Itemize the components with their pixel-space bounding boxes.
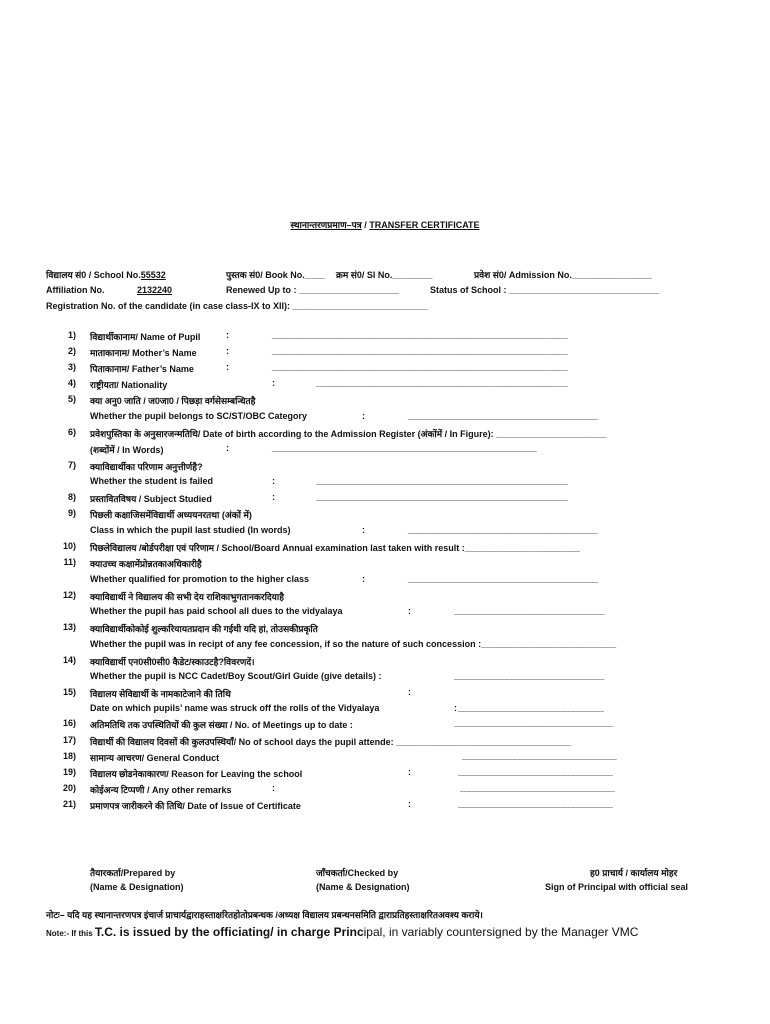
item-blank: _________________________________ — [458, 703, 604, 713]
title-separator: / — [361, 220, 370, 230]
item-number: 15) — [62, 687, 76, 697]
item-label: प्रवेशपुस्तिका के अनुसारजन्मतिथि/ Date of birth according to the Admission Register (अंकोंमें / In Figure): ______________________ — [90, 429, 607, 439]
school-no-value: 55532 — [140, 270, 166, 280]
item-colon: : — [454, 703, 457, 713]
status-of-school-field: Status of School : ______________________________ — [430, 285, 660, 295]
renewed-up-to-field: Renewed Up to : ____________________ — [226, 285, 400, 295]
item-colon: : — [226, 362, 229, 372]
item-number: 4) — [67, 378, 76, 388]
registration-no-field: Registration No. of the candidate (in case class-IX to XII): ___________________________ — [46, 301, 428, 311]
item-blank: __________________________________ — [454, 671, 604, 681]
item-number: 1) — [67, 330, 76, 340]
item-number: 10) — [62, 541, 76, 551]
item-label: प्रमाणपत्र जारीकरने की तिथि/ Date of Issue of Certificate — [90, 801, 301, 811]
item-label: विद्यार्थी की विद्यालय दिवसों की कुलउपस्थियाँ/ No of school days the pupil attende: ___________________________________ — [90, 737, 572, 747]
item-colon: : — [272, 378, 275, 388]
item-colon: : — [362, 574, 365, 584]
item-number: 11) — [63, 557, 76, 567]
item-blank: _________________________________________________________ — [316, 476, 568, 486]
item-label: प्रस्तावितविषय / Subject Studied — [90, 494, 212, 504]
admission-no-field: प्रवेश सं0/ Admission No.________________ — [474, 270, 652, 280]
note-rest-text: ipal, in variably countersigned by the Manager VMC — [363, 925, 639, 939]
item-label: Whether the pupil has paid school all dues to the vidyalaya — [90, 606, 343, 616]
item-number: 5) — [67, 394, 76, 404]
item-label: क्याविद्यार्थीकोकोई शुल्करियायतप्रदान की गईथी यदि हां, तोउसकीप्रकृति — [90, 624, 318, 634]
item-number: 6) — [67, 427, 76, 437]
item-blank: ___________________________________________________________________ — [272, 346, 568, 356]
item-number: 8) — [67, 492, 76, 502]
item-number: 2) — [67, 346, 76, 356]
item-label: विद्यालय सेविद्यार्थी के नामकाटेजाने की तिथि — [90, 689, 231, 699]
item-number: 9) — [67, 508, 76, 518]
item-number: 18) — [62, 751, 76, 761]
item-blank: ___________________________________ — [462, 751, 617, 761]
item-blank: ___________________________________ — [458, 767, 613, 777]
checked-by-label: जाँचकर्ता/Checked by — [316, 868, 399, 878]
item-label: विद्यार्थीकानाम/ Name of Pupil — [90, 332, 201, 342]
item-blank: ___________________________________________________________________ — [272, 330, 568, 340]
checked-by-designation: (Name & Designation) — [316, 882, 410, 892]
title-english: TRANSFER CERTIFICATE — [369, 220, 480, 230]
item-number: 17) — [62, 735, 76, 745]
item-label: पिताकानाम/ Father’s Name — [90, 364, 194, 374]
item-blank: ____________________________________ — [454, 718, 613, 728]
item-blank: _________________________________________________________ — [316, 378, 568, 388]
item-label: विद्यालय छोडनेकाकारण/ Reason for Leaving the school — [90, 769, 303, 779]
item-label: Date on which pupils’ name was struck off the rolls of the Vidyalaya — [90, 703, 380, 713]
prepared-by-label: तैयारकर्ता/Prepared by — [90, 868, 176, 878]
item-blank: __________________________________ — [454, 606, 604, 616]
item-blank: ___________________________________________ — [408, 411, 598, 421]
principal-seal-label: ह0 प्राचार्य / कार्यालय मोहर — [590, 868, 678, 878]
item-number: 19) — [62, 767, 76, 777]
item-label: पिछली कक्षाजिसमेंविद्यार्थी अध्ययनरतथा (अंकों में) — [90, 510, 252, 520]
item-label: माताकानाम/ Mother’s Name — [90, 348, 197, 358]
item-number: 16) — [62, 718, 76, 728]
sl-no-field: क्रम सं0/ Sl No.________ — [336, 270, 433, 280]
item-label: अतिमतिथि तक उपस्थितियों की कुल संख्या / No. of Meetings up to date : — [90, 720, 353, 730]
note-bold-text: T.C. is issued by the officiating/ in charge Princ — [94, 925, 364, 939]
item-label: Whether the student is failed — [90, 476, 214, 486]
title-hindi: स्थानान्तरणप्रमाण–पत्र — [290, 220, 362, 230]
item-colon: : — [362, 411, 365, 421]
item-number: 3) — [67, 362, 76, 372]
item-blank: ___________________________________________ — [408, 574, 598, 584]
item-number: 20) — [62, 783, 76, 793]
book-no-field: पुस्तक सं0/ Book No.____ — [226, 270, 325, 280]
item-colon: : — [272, 492, 275, 502]
item-label: Class in which the pupil last studied (In words) — [90, 525, 291, 535]
item-colon: : — [226, 346, 229, 356]
note-hindi: नोटः– यदि यह स्थानान्तरणपत्र इंचार्ज प्राचार्यद्वाराहस्ताक्षरितहोतोप्रबन्धक /अध्यक्ष विद्यालय प्रबन्धनसमिति द्वाराप्रतिहस्ताक्षरितअवश्य कराये। — [46, 910, 483, 920]
item-label: राष्ट्रीयता/ Nationality — [90, 380, 168, 390]
item-blank: _________________________________________________________ — [316, 492, 568, 502]
item-label: Whether the pupil was in recipt of any fee concession, if so the nature of such concession :___________________________ — [90, 639, 617, 649]
item-label: क्याउच्च कक्षामेंप्रोन्नतकाअधिकारीहै — [90, 559, 202, 569]
item-number: 21) — [62, 799, 76, 809]
affiliation-no: 2132240 — [137, 285, 173, 295]
affiliation-label: Affiliation No. — [46, 285, 105, 295]
item-blank: ___________________________________ — [458, 799, 613, 809]
item-colon: : — [408, 799, 411, 809]
item-label: क्याविद्यार्थी एन0सी0सी0 कैडेट/स्काउटहै?विवरणदें। — [90, 657, 255, 667]
item-label: (शब्दोंमें / In Words) — [90, 445, 164, 455]
item-blank: ____________________________________________________________ — [272, 443, 537, 453]
item-label: क्याविद्यार्थीका परिणाम अनुत्तीर्णहै? — [90, 462, 203, 472]
principal-signature-label: Sign of Principal with official seal — [545, 882, 689, 892]
school-no-field — [46, 268, 166, 281]
item-number: 13) — [62, 622, 76, 632]
item-label: सामान्य आचरण/ General Conduct — [90, 753, 220, 763]
item-colon: : — [272, 783, 275, 793]
item-colon: : — [408, 606, 411, 616]
prepared-by-designation: (Name & Designation) — [90, 882, 184, 892]
item-number: 14) — [62, 655, 76, 665]
note-prefix: Note:- If this — [46, 929, 95, 938]
item-label: क्याविद्यार्थी ने विद्यालय की सभी देय राशिकाभुगतानकरदियाहै — [90, 592, 285, 602]
item-label: कोईअन्य टिप्पणी / Any other remarks — [90, 785, 232, 795]
item-colon: : — [272, 476, 275, 486]
item-colon: : — [408, 767, 411, 777]
item-label: Whether qualified for promotion to the higher class — [90, 574, 310, 584]
item-colon: : — [226, 330, 229, 340]
item-blank: ___________________________________ — [460, 783, 615, 793]
item-blank: ___________________________________________________________________ — [272, 362, 568, 372]
item-label: Whether the pupil is NCC Cadet/Boy Scout/Girl Guide (give details) : — [90, 671, 382, 681]
item-label: Whether the pupil belongs to SC/ST/OBC Category — [90, 411, 308, 421]
item-blank: ___________________________________________ — [408, 525, 598, 535]
item-colon: : — [408, 687, 411, 697]
school-no-label: विद्यालय सं0 / School No. — [46, 270, 141, 280]
item-label: क्या अनु0 जाति / ज0जा0 / पिछड़ा वर्गसेसम्बन्धितहै — [90, 396, 256, 406]
item-colon: : — [362, 525, 365, 535]
note-english — [46, 925, 638, 939]
item-label: पिछलेविद्यालय /बोर्डपरीक्षा एवं परिणाम / School/Board Annual examination last taken with result :_______________________ — [90, 543, 580, 553]
item-number: 7) — [67, 460, 76, 470]
item-number: 12) — [62, 590, 76, 600]
item-colon: : — [226, 443, 229, 453]
certificate-title — [0, 218, 770, 231]
